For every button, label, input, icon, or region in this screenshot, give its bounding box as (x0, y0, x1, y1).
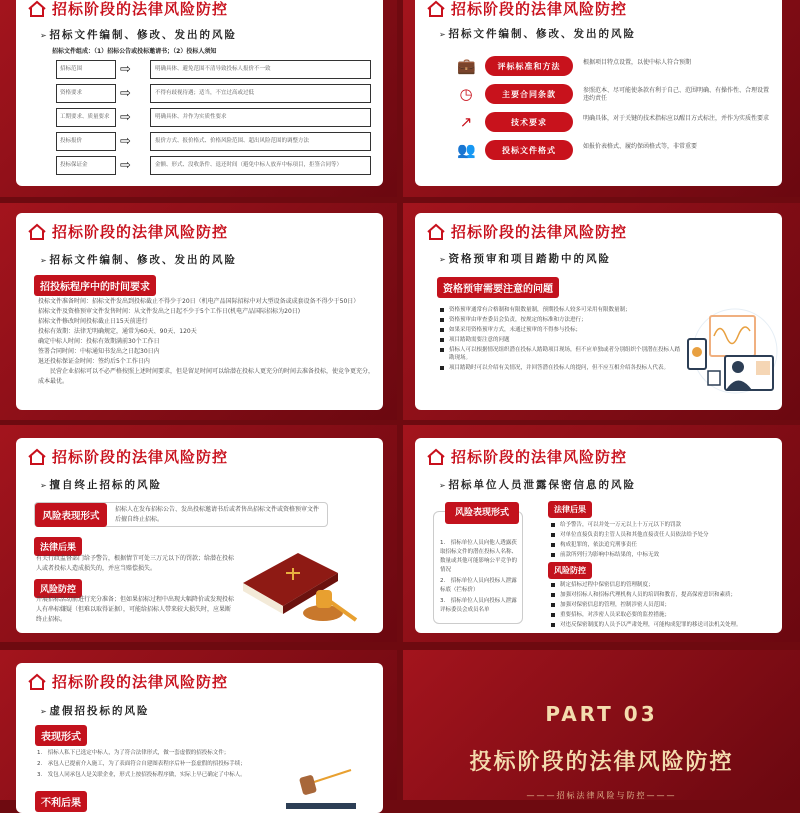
item-label-pill: 技术要求 (485, 112, 573, 132)
table-row (56, 156, 371, 175)
house-icon (28, 449, 46, 465)
control-tag: 风险防控 (34, 579, 82, 598)
row-description: 报价方式、报价格式、价格风险范围、超出风险范围的调整方法 (150, 132, 371, 151)
row-description: 金额、形式、没收条件、退还时间（避免中标人放弃中标项目，拒签合同等） (150, 156, 371, 175)
table-row (56, 108, 371, 127)
section-tag: 资格预审需要注意的问题 (437, 277, 559, 298)
slide-subtitle: ➢ 招标文件编制、修改、发出的风险 (40, 27, 237, 42)
list-item: 2. 承包人已提前介入施工，为了表面符合自建图表程序后补一套虚假的招投标手续； (37, 761, 246, 767)
house-icon (427, 449, 445, 465)
time-requirement-line: 招标文件及资格预审文件发售时间：从文件发出之日起不少于5个工作日(机电产品国际招标为20日) (38, 308, 301, 315)
legal-consequence-item: 前款所列行为影响中标结果的，中标无效 (550, 551, 780, 559)
list-item: 如果采用资格预审方式，未通过预审的不得参与投标； (439, 326, 684, 334)
item-description: 明确具体，对于关键的技术指标应以醒目方式标注，并作为实质性要求 (583, 115, 770, 122)
arrow-right-icon: ⇨ (120, 86, 131, 101)
time-requirement-line: 投标文件准备时间：招标文件发出到投标截止不得少于20日（机电产品国际招标中对大型设备或成套设备不得少于50日） (38, 298, 360, 305)
house-icon (28, 674, 46, 690)
list-item: 1. 招标人私下已选定中标人，为了符合法律形式，做一套虚假的招投标文件； (37, 750, 230, 756)
risk-form-item: 2. 招标单位人员向投标人泄露标底（拦标价） (440, 578, 517, 593)
time-requirement-line: 民营企业招标可以不必严格按照上述时间要求，但是留足时间可以给潜在投标人更充分的时间去准备投标，使竞争更充分，成本最优。 (38, 368, 375, 385)
briefcase-icon: 💼 (457, 57, 476, 75)
table-row (56, 84, 371, 103)
growth-chart-icon: ↗ (459, 113, 473, 131)
row-label: 资格要求 (56, 84, 116, 103)
slide-card (415, 438, 782, 633)
row-description: 不得有歧视待遇；适当，不宜过高或过低 (150, 84, 371, 103)
risk-control-item: 重要招标，对涉密人员采取必要的监控措施； (550, 611, 785, 619)
slide-5[interactable] (0, 425, 397, 642)
slide-title: 招标阶段的法律风险防控 (451, 223, 628, 241)
slide-2[interactable] (403, 0, 800, 197)
section-title: 投标阶段的法律风险防控 (469, 750, 734, 775)
item-label-pill: 主要合同条款 (485, 84, 573, 104)
slide-card (415, 0, 782, 186)
slide-card (16, 213, 383, 410)
item-description: 如报价表格式、履约保函格式等，非常重要 (583, 143, 698, 150)
control-text: 开展招标活动前进行充分准备；但如果招标过程中出现大幅降价或发现投标人有串标嫌疑（但难以取得证据），可能给招标人带来较大损失时，应果断终止招标。 (36, 596, 235, 623)
legal-consequence-item: 对单位直接负责的主管人员和其他直接责任人员依法给予处分 (550, 531, 780, 539)
time-requirement-line: 签署合同时间：中标通知书发出之日起30日内 (38, 348, 160, 355)
item-label-pill: 评标标准和方法 (485, 56, 573, 76)
law-book-gavel-illustration (238, 538, 368, 628)
list-item: 招标人可以根据情况组织潜在投标人踏勘项目现场，但不应单独或者分别组织个别潜在投标人踏勘现场。 (439, 346, 684, 362)
list-item: 项目踏勘需要注意的问题 (439, 336, 684, 344)
slide-title: 招标阶段的法律风险防控 (52, 673, 229, 691)
list-item: 资格预审由审查委员会负责，按规定的标准和方法进行； (439, 316, 684, 324)
slide-card (16, 0, 383, 186)
row-description: 明确具体、避免范围不清导致投标人报价不一致 (150, 60, 371, 79)
risk-control-item: 对违反保密制度的人员予以严肃处理，可能构成犯罪的移送司法机关处理。 (550, 621, 785, 629)
tag-description: 招标人在发布招标公告、发出投标邀请书后或者售出招标文件或资格预审文件后擅自终止招标。 (115, 506, 320, 523)
consequence-tag: 不利后果 (35, 791, 87, 812)
row-description: 明确具体、并作为实质性要求 (150, 108, 371, 127)
slide-subtitle: ➢ 资格预审和项目踏勘中的风险 (439, 251, 611, 266)
table-row (56, 60, 371, 79)
slide-card (16, 663, 383, 813)
legal-tag: 法律后果 (34, 537, 82, 556)
time-requirement-line: 招标文件修改时间投标截止日15天前进行 (38, 318, 148, 325)
legal-consequence-item: 给予警告，可以并处一万元以上十万元以下的罚款 (550, 521, 780, 529)
slide-title: 招标阶段的法律风险防控 (52, 223, 229, 241)
row-label: 招标范围 (56, 60, 116, 79)
section-tag: 招投标程序中的时间要求 (34, 275, 156, 296)
slide-title: 招标阶段的法律风险防控 (52, 448, 229, 466)
slide-subtitle: ➢ 招标单位人员泄露保密信息的风险 (439, 477, 636, 492)
row-label: 投标保证金 (56, 156, 116, 175)
time-requirement-line: 退还投标保证金时间：签约后5个工作日内 (38, 358, 150, 365)
arrow-right-icon: ⇨ (120, 158, 131, 173)
house-icon (28, 224, 46, 240)
section-tag: 风险表现形式 (35, 503, 107, 527)
house-icon (427, 224, 445, 240)
analytics-illustration (680, 301, 780, 396)
time-requirement-line: 确定中标人时间：投标有效期满前30个工作日 (38, 338, 160, 345)
slide-subtitle: ➢ 招标文件编制、修改、发出的风险 (40, 252, 237, 267)
slide-6[interactable] (403, 425, 800, 642)
risk-form-item: 3. 招标单位人员向投标人泄露评标委员会成员名单 (440, 598, 517, 613)
part-number: PART 03 (545, 702, 658, 726)
arrow-right-icon: ⇨ (120, 110, 131, 125)
row-label: 工期要求、质量要求 (56, 108, 116, 127)
slide-4[interactable] (403, 203, 800, 420)
risk-control-item: 加强对保密信息的管理，控制涉密人员范围； (550, 601, 785, 609)
legal-text: 有关行政监督部门给予警告，根据情节可处三万元以下的罚款；给潜在投标人或者投标人造成损失的，并应当赔偿损失。 (36, 555, 235, 572)
slide-card (415, 213, 782, 410)
risk-control-item: 加强对招标人和招标代理机构人员的培训和教育，提高保密意识和素质； (550, 591, 785, 599)
house-icon (28, 1, 46, 17)
list-item: 资格预审通常有合格制和有限数量制，预期投标人较多可采用有限数量制； (439, 306, 684, 314)
item-description: 根据项目特点设置，以使中标人符合预期 (583, 59, 692, 66)
arrow-right-icon: ⇨ (120, 62, 131, 77)
slide-7[interactable] (0, 650, 397, 809)
arrow-right-icon: ⇨ (120, 134, 131, 149)
section-tag: 表现形式 (35, 725, 87, 746)
list-item: 3. 发包人同承包人是关联企业，形式上按招投标程序做，实际上早已确定了中标人。 (37, 772, 246, 778)
slide-8-section-cover[interactable] (403, 650, 800, 800)
clock-icon: ◷ (459, 85, 473, 103)
control-tag: 风险防控 (548, 562, 592, 579)
slide-3[interactable] (0, 203, 397, 420)
slide-title: 招标阶段的法律风险防控 (52, 0, 229, 18)
table-row (56, 132, 371, 151)
gavel-illustration (271, 768, 371, 808)
slide-card (16, 438, 383, 633)
house-icon (427, 1, 445, 17)
slide-1[interactable] (0, 0, 397, 197)
legal-tag: 法律后果 (548, 501, 592, 518)
section-tag: 风险表现形式 (445, 502, 519, 524)
slide-subtitle: ➢ 招标文件编制、修改、发出的风险 (439, 26, 636, 41)
intro-text: 招标文件组成：（1）招标公告或投标邀请书；（2）投标人须知 (52, 48, 217, 55)
slide-title: 招标阶段的法律风险防控 (451, 0, 628, 18)
slide-subtitle: ➢ 擅自终止招标的风险 (40, 477, 162, 492)
item-label-pill: 投标文件格式 (485, 140, 573, 160)
legal-consequence-item: 构成犯罪的，依法追究刑事责任 (550, 541, 780, 549)
people-icon: 👥 (457, 141, 476, 159)
slide-subtitle: ➢ 虚假招投标的风险 (40, 703, 150, 718)
item-description: 参照范本、尽可能使条款有利于自己、范围明确、有操作性、合理设置违约责任 (583, 87, 770, 102)
section-subtitle: ———招标法律风险与防控——— (526, 791, 677, 800)
risk-form-item: 1. 招标单位人员向他人透露获取招标文件的潜在投标人名称、数量或其他可能影响公平竞争的情况 (440, 540, 518, 573)
row-label: 投标报价 (56, 132, 116, 151)
risk-control-item: 制定招标过程中保密信息的管理制度； (550, 581, 785, 589)
time-requirement-line: 投标有效期：法律无明确规定，通常为60天、90天、120天 (38, 328, 197, 335)
slide-title: 招标阶段的法律风险防控 (451, 448, 628, 466)
list-item: 项目踏勘时可以介绍有关情况，并回答潜在投标人的提问，但不应互相介绍各投标人代表。 (439, 364, 684, 372)
